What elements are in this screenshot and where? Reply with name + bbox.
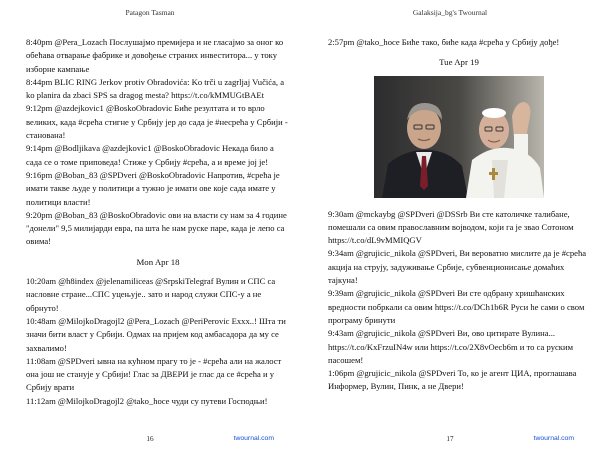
left-running-head: Patagon Tasman	[125, 8, 175, 17]
tweet-entry: 9:39am @grujicic_nikola @SPDveri Ви сте одбрану хришћанских вредности побркали са овим https://t.co/DCh1b6R Руси he сами о свом програму бринути	[328, 288, 585, 325]
date-heading: Tue Apr 19	[439, 57, 479, 68]
page-number: 16	[146, 435, 154, 443]
site-link[interactable]: twournal.com	[533, 435, 574, 442]
tweet-entry: 10:20am @h8index @jelenamiliceas @SrpskiTelegraf Вулин и СПС са насловне стране...СПС уцењује.. зато и народ служи СПС-у а не обрнуто!	[26, 276, 276, 313]
right-page	[300, 0, 600, 450]
right-page-content	[328, 36, 590, 394]
tweet-entry: 2:57pm @tako_hoce Биће тако, биће када #срећа у Србију дође!	[328, 37, 560, 47]
tweet-entry: 9:34am @grujicic_nikola @SPDveri, Ви вероватно мислите да је #срећа акција на струју, задуживање Србије, субвенционисање домаћих тајкуна!	[328, 248, 587, 286]
tweet-entry: 9:14pm @Bodljikava @azdejkovic1 @BoskoObradovic Некада било а сада се о томе приповеда! Стиже у Србију #срећа, а и време јој је!	[26, 143, 274, 167]
tweet-entry: 9:30am @mckaybg @SPDveri @DSSrb Ви сте католичке талибане, помешали са овим православним војводом, који га је звао Сотоном https://t.co/dL9vMMIQGV	[328, 208, 574, 246]
tweet-photo	[374, 76, 544, 198]
tweet-entry: 8:44pm BLIC RING Jerkov protiv Obradovića: Ko trči u zagrljaj Vučića, a ko planira da zbaci SPS sa dragog mesta? https://t.co/kMMUGtBAEt	[26, 76, 285, 101]
tweet-entry: 9:43am @grujicic_nikola @SPDveri Ви, ово цитирате Вулина... https://t.co/KxFrzuIN4w или https://t.co/2X8vOecb6m и то са руским пасошем!	[328, 328, 574, 365]
tweet-entry: 10:48am @MilojkoDragojl2 @Pera_Lozach @PeriPerovic Еххх..! Шта ти значи бити власт у Србији. Одмах на пријем код амбасадора да му се захвалимо!	[26, 315, 286, 353]
tweet-entry: 1:06pm @grujicic_nikola @SPDveri То, ко је агент ЦИА, проглашава Информер, Вулин, Пинк, а не Двери!	[328, 368, 577, 392]
right-running-head: Galaksija_bg's Twournal	[412, 8, 488, 17]
tweet-entry: 9:20pm @Boban_83 @BoskoObradovic ови на власти су нам за 4 године "донели" 9,5 милијарди евра, па шта he нам руске паре, када је лепо са овима!	[26, 209, 287, 247]
tweet-entry: 11:12am @MilojkoDragojl2 @tako_hoce чуди су путеви Господњи!	[26, 395, 268, 406]
photo-illustration	[374, 76, 544, 198]
tweet-entry: 11:08am @SPDveri ывна на кућном прагу то је - #срећа али на жалост она још не станује у Србији! Глас за ДВЕРИ је глас да се #срећа и у Србију врати	[26, 355, 282, 393]
tweet-entry: 9:16pm @Boban_83 @SPDveri @BoskoObradovic Напротив, #срећа је имати такве људе у политици а тужно је имати ове које сада имате у политици власти!	[26, 169, 280, 207]
site-link[interactable]: twournal.com	[233, 435, 274, 442]
tweet-entry: 9:12pm @azdejkovic1 @BoskoObradovic Биће резултата и то врло великих, када #срећа стигне у Србију јер до сада је #несрећа у Србији - станована!	[26, 103, 288, 141]
tweet-entry: 8:40pm @Pera_Lozach Послушајмо премијера и не гласајмо за оног ко обећава отварање фабрике и довођење страних инвеститора... у току изборне кампање	[26, 37, 284, 74]
page-number: 17	[446, 435, 454, 443]
date-heading: Mon Apr 18	[136, 256, 180, 267]
left-page-content	[26, 36, 290, 408]
